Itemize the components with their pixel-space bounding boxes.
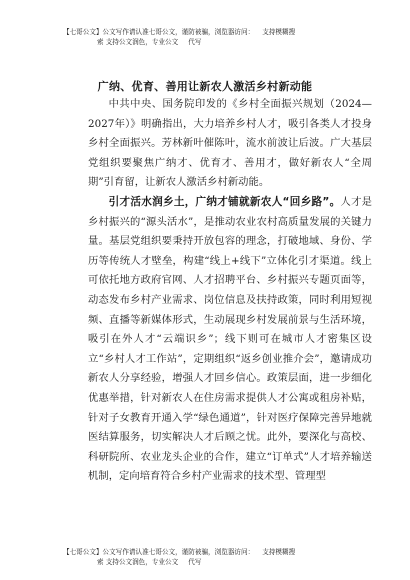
paragraph-2	[88, 193, 372, 487]
document-body	[88, 95, 372, 487]
page-header	[63, 28, 363, 47]
header-text-2: 支持模糊搜	[262, 28, 296, 36]
footer-text-4: 代写	[188, 557, 202, 566]
header-text-4: 代写	[188, 37, 202, 46]
header-line-2	[63, 38, 363, 48]
page-footer	[63, 548, 363, 567]
paragraph-1: 中共中央、国务院印发的《乡村全面振兴规划（2024—2027年）》明确指出，大力培养乡村人才，吸引各类人才投身乡村全面振兴。芳林新叶催陈叶，流水前波让后波。广大基层党组织要聚焦广纳才、优育才、善用才，做好新农人“全周期”引育留，让新农人激活乡村新动能。	[88, 98, 372, 189]
header-line-1	[63, 28, 363, 38]
footer-text-3: 索 支持公文润色，专业公文	[97, 557, 179, 566]
header-text-1: 【七哥公文】公文写作请认准七哥公文，谨防被骗，浏览器访问：	[63, 28, 255, 36]
header-text-3: 索 支持公文润色，专业公文	[97, 37, 179, 46]
footer-line-2	[63, 558, 363, 568]
paragraph-2-text: 人才是乡村振兴的“源头活水”，是推动农业农村高质量发展的关键力量。基层党组织要秉持开放包容的理念，打破地域、身份、学历等传统人才壁垒，构建“线上+线下”立体化引才渠道。线上可依托地方政府官网、人才招聘平台、乡村振兴专题页面等，动态发布乡村产业需求、岗位信息及扶持政策，同时利用短视频、直播等新媒体形式，生动展现乡村发展前景与生活环境，吸引在外人才“云端识乡”；线下则可在城市人才密集区设立“乡村人才工作站”，定期组织“返乡创业推介会”，邀请成功新农人分享经验，增强人才回乡信心。政策层面，进一步细化优惠举措，针对新农人在住房需求提供人才公寓或租房补贴，针对子女教育开通入学“绿色通道”，针对医疗保障完善异地就医结算服务，切实解决人才后顾之忧。此外，要深化与高校、科研院所、农业龙头企业的合作，建立“订单式”人才培养输送机制，定向培育符合乡村产业需求的技术型、管理型	[88, 195, 372, 483]
footer-line-1	[63, 548, 363, 558]
paragraph-2-lead: 引才活水润乡土，广纳才铺就新农人“回乡路”。	[108, 195, 341, 208]
footer-text-2: 支持模糊搜	[262, 548, 296, 556]
document-title: 广纳、优育、善用让新农人激活乡村新动能	[97, 80, 313, 93]
footer-text-1: 【七哥公文】公文写作请认准七哥公文，谨防被骗，浏览器访问：	[63, 548, 255, 556]
